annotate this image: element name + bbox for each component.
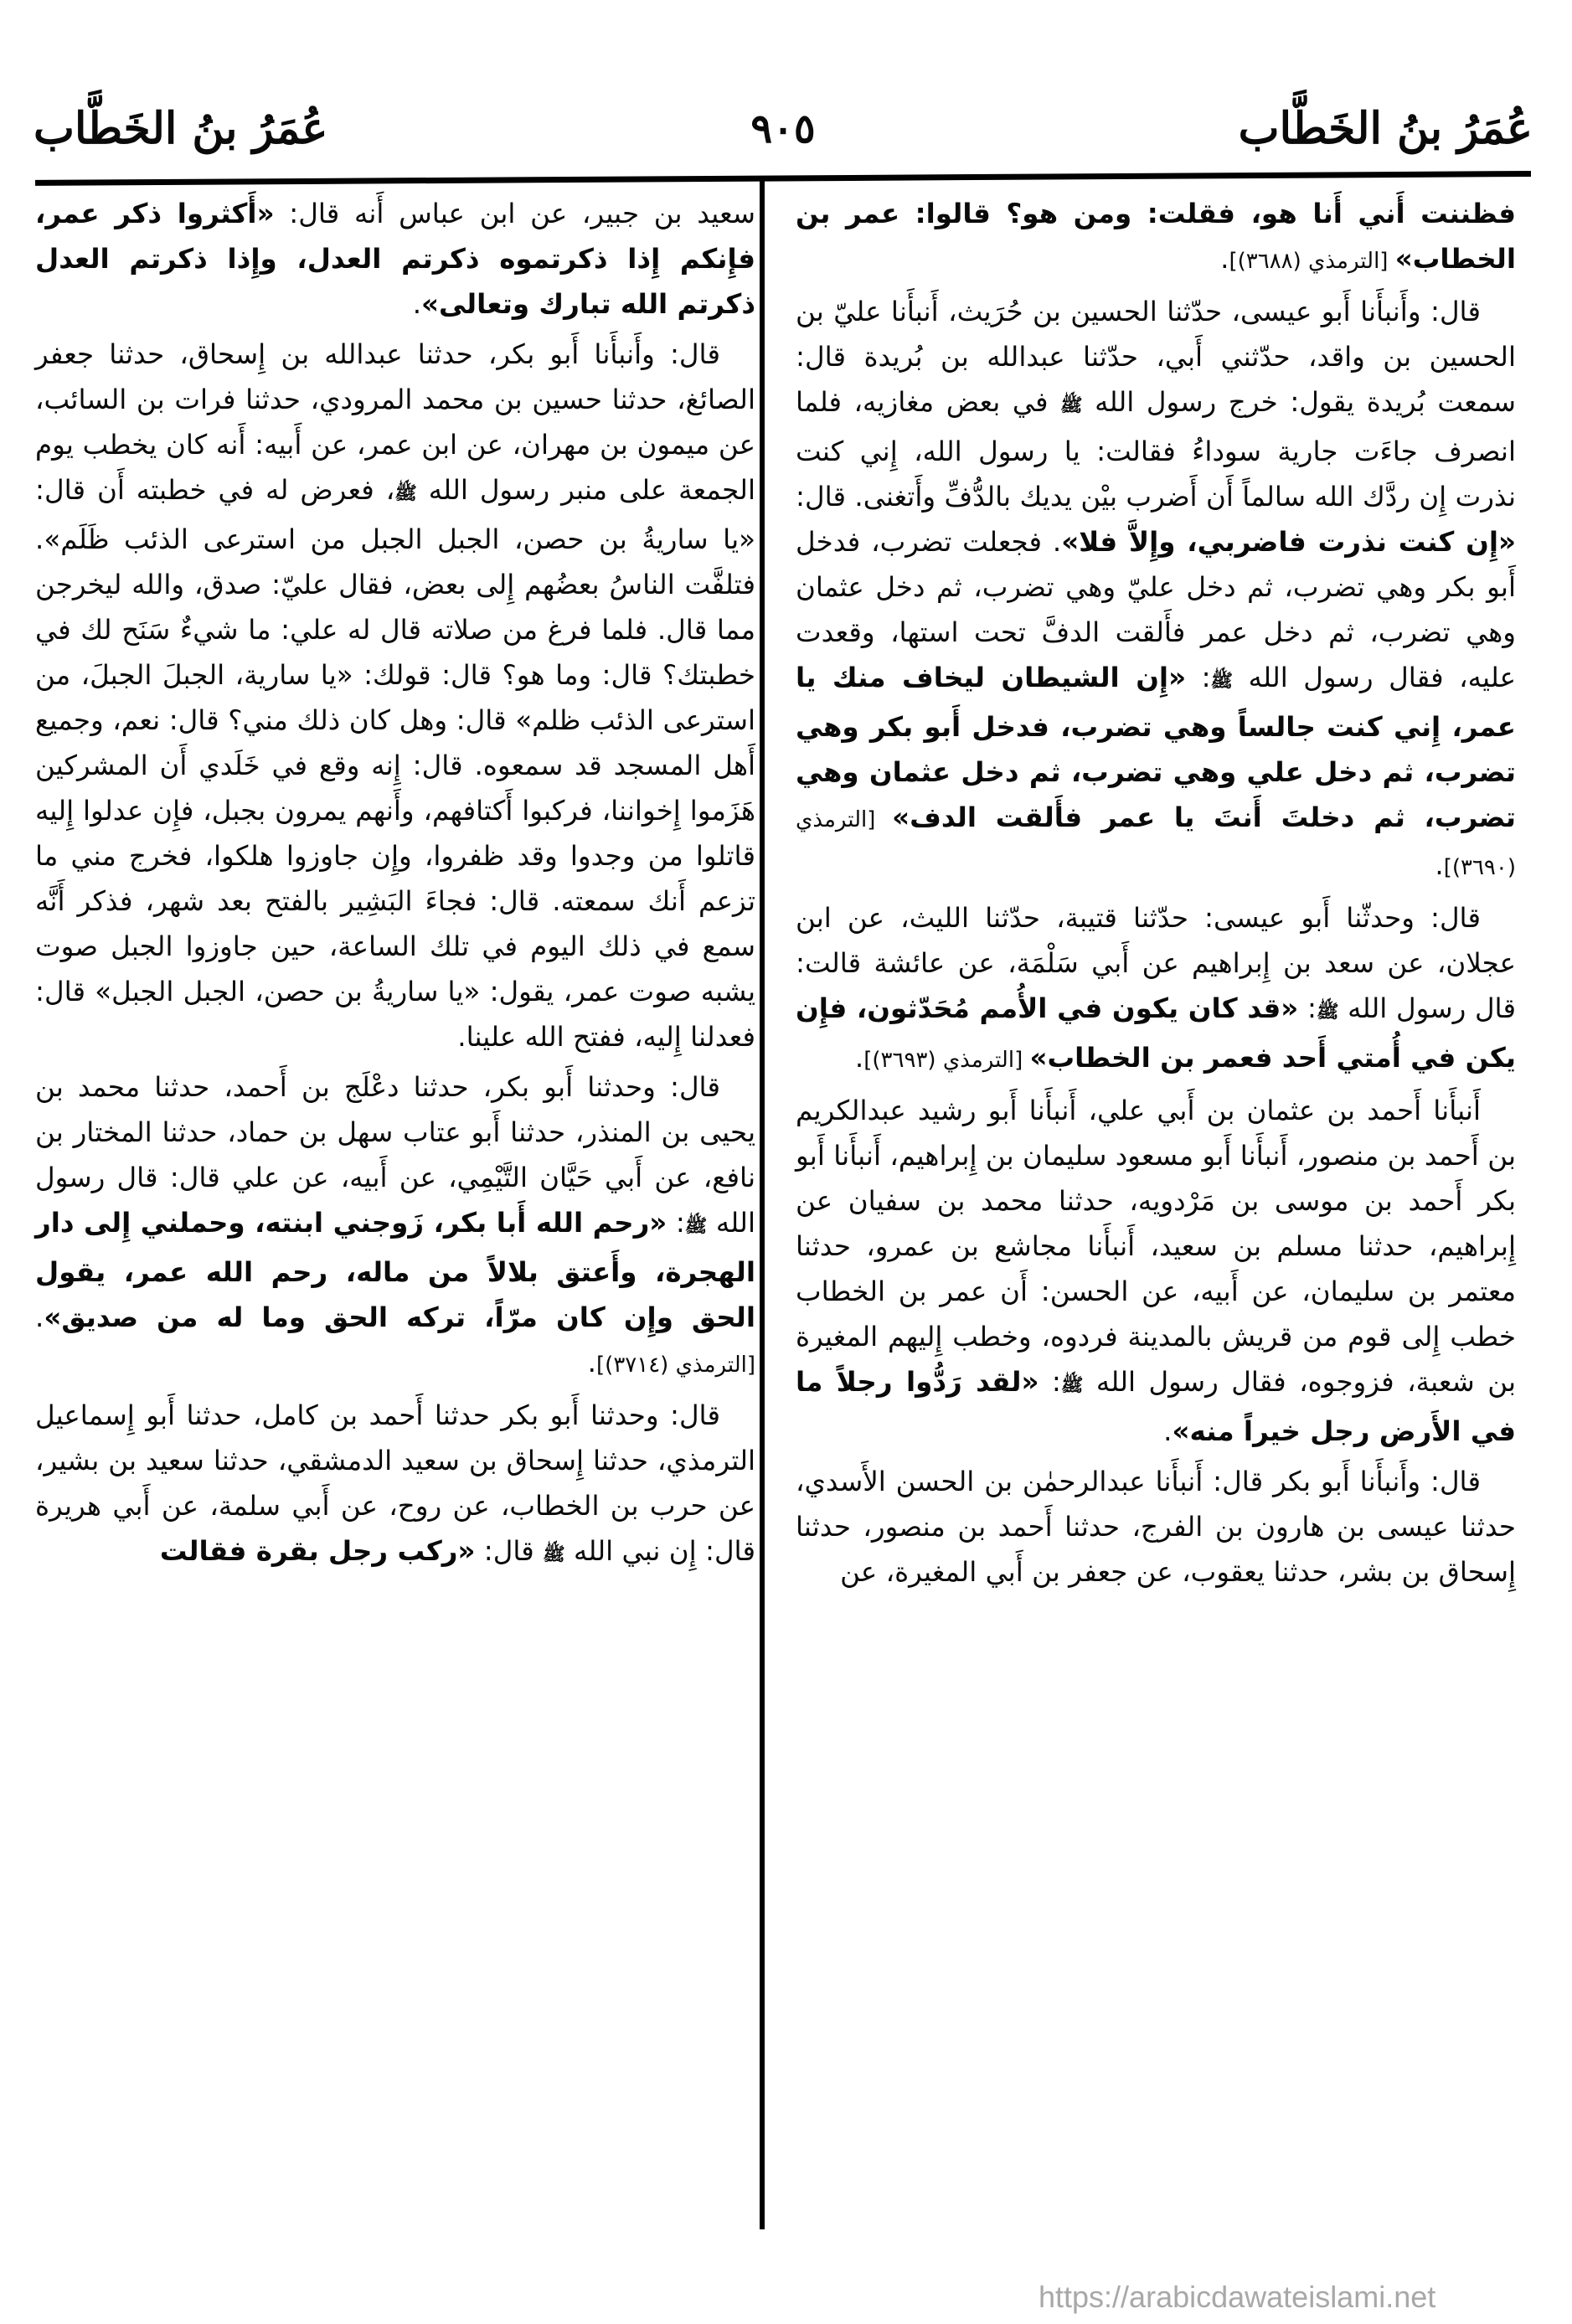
- punctuation: .: [412, 288, 422, 320]
- paragraph: [796, 895, 1516, 1083]
- paragraph: [35, 1393, 755, 1578]
- running-title-left: عُمَرُ بنُ الخَطَّاب: [34, 103, 328, 154]
- left-column: [35, 191, 755, 1578]
- watermark-url: https://arabicdawateislami.net: [1039, 2280, 1436, 2314]
- header-rule: [35, 171, 1531, 186]
- citation: [الترمذي (٣٦٩٣)]: [863, 1048, 1030, 1073]
- narrative-text: . فجعلت تضرب، فدخل أَبو بكر وهي تضرب، ثم دخل عليّ وهي تضرب، ثم دخل عثمان وهي تضرب، ثم دخل عمر فأَلقت الدفَّ تحت استها، وقعدت عليه، فقال رسول الله: [796, 526, 1516, 693]
- paragraph: [35, 332, 755, 1059]
- punctuation: .: [1435, 849, 1444, 881]
- column-divider: [760, 176, 765, 2229]
- punctuation: :: [1039, 1366, 1061, 1398]
- hadith-text: «إِن كنت نذرت فاضربي، وإِلاَّ فلا»: [1061, 526, 1516, 558]
- narrative-text: قال:: [475, 1535, 544, 1567]
- isnad-text: قال: وأَنبأَنا أَبو عيسى، حدّثنا الحسين بن حُرَيث، أَنبأَنا عليّ بن الحسين بن واقد، حدّثني أَبي، حدّثنا عبدالله بن بُريدة قال: سمعت بُريدة يقول: خرج رسول الله: [796, 296, 1516, 418]
- paragraph: [35, 1064, 755, 1388]
- salutation-glyph-icon: ﷺ: [394, 483, 417, 504]
- narrative-text: في بعض مغازيه، فلما انصرف جاءَت جارية سوداءُ فقالت: يا رسول الله، إِني كنت نذرت إِن ردَّك الله سالماً أَن أَضرب بيْن يديك بالدُّفِّ وأَتغنى. قال:: [796, 386, 1516, 513]
- paragraph: [796, 1088, 1516, 1454]
- isnad-text: سعيد بن جبير، عن ابن عباس أَنه قال:: [274, 198, 755, 229]
- salutation-glyph-icon: ﷺ: [1060, 1375, 1084, 1396]
- punctuation: .: [587, 1347, 597, 1378]
- paragraph: [35, 191, 755, 327]
- hadith-text: «رحم الله أَبا بكر، زَوجني ابنته، وحملني إِلى دار الهجرة، وأَعتق بلالاً من ماله، رحم الله عمر، يقول الحق وإِن كان مرّاً، تركه الحق وما له من صديق»: [35, 1207, 755, 1333]
- salutation-glyph-icon: ﷺ: [1060, 395, 1083, 416]
- paragraph: [796, 191, 1516, 284]
- paragraph: [796, 1459, 1516, 1595]
- isnad-text: قال: وحدثنا أَبو بكر حدثنا أَحمد بن كامل، حدثنا أَبو إِسماعيل الترمذي، حدثنا إِسحاق بن سعيد الدمشقي، حدثنا سعيد بن بشير، عن حرب بن الخطاب، عن روح، عن أَبي سلمة، عن أَبي هريرة قال: إِن نبي الله: [35, 1399, 755, 1567]
- citation: [الترمذي (٣٦٨٨)]: [1229, 249, 1395, 274]
- punctuation: .: [35, 1301, 44, 1333]
- punctuation: :: [667, 1207, 685, 1239]
- paragraph: [796, 289, 1516, 890]
- isnad-text: أَنبأَنا أَحمد بن عثمان بن أَبي علي، أَنبأَنا أَبو رشيد عبدالكريم بن أَحمد بن منصور، أَنبأَنا أَبو مسعود سليمان بن إِبراهيم، أَنبأَنا أَبو بكر أَحمد بن موسى بن مَرْدويه، حدثنا محمد بن سفيان عن إِبراهيم، حدثنا مسلم بن سعيد، أَنبأَنا مجاشع بن عمرو، حدثنا معتمر بن سليمان، عن أَبيه، عن الحسن: أَن عمر بن الخطاب خطب إِلى قوم من قريش بالمدينة فردوه، وخطب إِليهم المغيرة بن شعبة، فزوجوه، فقال رسول الله: [796, 1095, 1517, 1398]
- hadith-text: «لقد رَدُّوا رجلاً ما في الأَرض رجل خيراً منه»: [796, 1366, 1516, 1447]
- hadith-text: «إِن الشيطان ليخاف منك يا عمر، إِني كنت جالساً وهي تضرب، فدخل أَبو بكر وهي تضرب، ثم دخل علي وهي تضرب، ثم دخل عثمان وهي تضرب، ثم دخلتَ أَنتَ يا عمر فأَلقت الدف»: [796, 662, 1516, 833]
- isnad-text: قال: وأَنبأَنا أَبو بكر قال: أَنبأَنا عبدالرحمٰن بن الحسن الأَسدي، حدثنا عيسى بن هارون بن الفرج، حدثنا أَحمد بن منصور، حدثنا إِسحاق بن بشر، حدثنا يعقوب، عن جعفر بن أَبي المغيرة، عن: [796, 1466, 1516, 1588]
- page-number: ٩٠٥: [750, 106, 816, 152]
- hadith-text: «ركب رجل بقرة فقالت: [159, 1535, 476, 1567]
- hadith-text: «قد كان يكون في الأُمم مُحَدّثون، فإِن يكن في أُمتي أَحد فعمر بن الخطاب»: [796, 992, 1516, 1074]
- narrative-text: ، فعرض له في خطبته أَن قال: «يا ساريةُ بن حصن، الجبل الجبل من استرعى الذئب ظَلَم». فتلفَّت الناسُ بعضُهم إِلى بعض، فقال عليّ: صدق، والله ليخرجن مما قال. فلما فرغ من صلاته قال له علي: ما شيءٌ سَنَح لك في خطبتك؟ قال: وما هو؟ قال: قولك: «يا سارية، الجبلَ الجبلَ، من استرعى الذئب ظلم» قال: وهل كان ذلك مني؟ قال: نعم، وجميع أَهل المسجد قد سمعوه. قال: إِنه وقع في خَلَدي أَن المشركين هَزَموا إِخواننا، فركبوا أَكتافهم، وأَنهم يمرون بجبل، فإِن عدلوا إِليه قاتلوا من وجدوا وقد ظفروا، وإِن جاوزوا هلكوا، فخرج مني ما تزعم أَنك سمعته. قال: فجاءَ البَشِير بالفتح بعد شهر، فذكر أَنَّه سمع في ذلك اليوم في تلك الساعة، حين جاوزوا الجبل صوت يشبه صوت عمر، يقول: «يا ساريةُ بن حصن، الجبل الجبل» قال: فعدلنا إِليه، ففتح الله علينا.: [35, 474, 755, 1053]
- punctuation: :: [1186, 662, 1211, 693]
- punctuation: .: [854, 1042, 864, 1074]
- punctuation: .: [1163, 1415, 1173, 1447]
- salutation-glyph-icon: ﷺ: [684, 1216, 708, 1237]
- running-title-right: عُمَرُ بنُ الخَطَّاب: [1238, 103, 1533, 154]
- citation: [الترمذي (٣٧١٤)]: [596, 1353, 755, 1378]
- punctuation: .: [1220, 243, 1229, 275]
- salutation-glyph-icon: ﷺ: [543, 1544, 565, 1565]
- isnad-text: قال: وحدثّنا أَبو عيسى: حدّثنا قتيبة، حدّثنا الليث، عن ابن عجلان، عن سعد بن إِبراهيم عن أَبي سَلْمَة، عن عائشة قالت: قال رسول الله: [796, 902, 1516, 1024]
- salutation-glyph-icon: ﷺ: [1210, 671, 1234, 692]
- running-head: [34, 99, 1533, 166]
- hadith-text: فظننت أَني أَنا هو، فقلت: ومن هو؟ قالوا: عمر بن الخطاب»: [796, 198, 1516, 275]
- quote-text: «أَكثروا ذكر عمر، فإِنكم إِذا ذكرتموه ذكرتم العدل، وإِذا ذكرتم العدل ذكرتم الله تبارك وتعالى»: [35, 198, 755, 320]
- salutation-glyph-icon: ﷺ: [1316, 1002, 1339, 1023]
- isnad-text: قال: وأَنبأَنا أَبو بكر، حدثنا عبدالله بن إِسحاق، حدثنا جعفر الصائغ، حدثنا حسين بن محمد المرودي، حدثنا فرات بن السائب، عن ميمون بن مهران، عن ابن عمر، عن أَبيه: أَنه كان يخطب يوم الجمعة على منبر رسول الله: [35, 338, 755, 506]
- citation: [الترمذي (٣٦٩٠)]: [796, 807, 1516, 880]
- punctuation: :: [1298, 992, 1317, 1024]
- right-column: [796, 191, 1516, 1595]
- isnad-text: قال: وحدثنا أَبو بكر، حدثنا دعْلَج بن أَحمد، حدثنا محمد بن يحيى بن المنذر، حدثنا أَبو عتاب سهل بن حماد، حدثنا المختار بن نافع، عن أَبي حَيَّان التَّيْمِي، عن أَبيه، عن علي قال: قال رسول الله: [35, 1071, 755, 1239]
